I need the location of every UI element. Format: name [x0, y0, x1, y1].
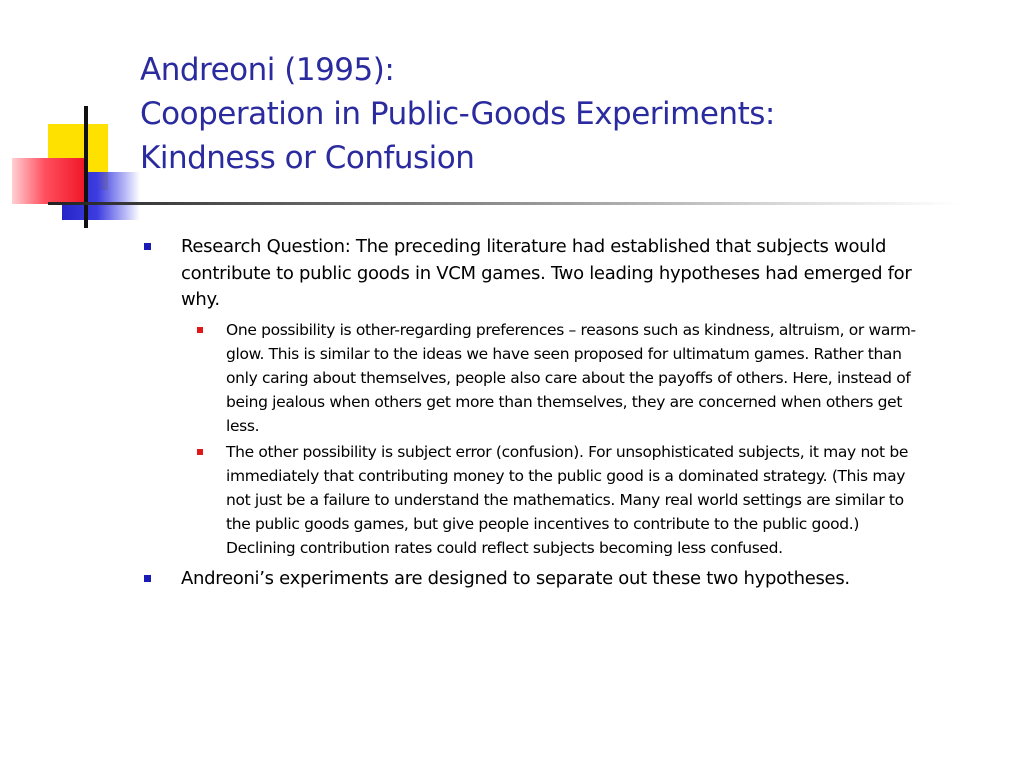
bullet-list — [142, 234, 932, 592]
title-divider-line — [48, 202, 960, 205]
sub-bullet-text: One possibility is other-regarding preferences – reasons such as kindness, altruism, or warm-glow. This is similar to the ideas we have seen proposed for ultimatum games. Rather than only caring about themselves, people also care about the payoffs of others. Here, instead of being jealous when others get more than themselves, they are concerned when others get less. — [226, 320, 916, 435]
bullet-andreoni-experiments — [142, 566, 932, 593]
slide-body — [142, 234, 932, 592]
title-line-3: Kindness or Confusion — [140, 140, 475, 176]
decor-red-square — [12, 158, 84, 204]
square-bullet-icon — [144, 243, 151, 250]
title-line-2: Cooperation in Public-Goods Experiments: — [140, 96, 775, 132]
title-line-1: Andreoni (1995): — [140, 52, 395, 88]
sub-bullet-other-regarding — [188, 318, 932, 438]
sub-bullet-confusion — [188, 440, 932, 560]
sub-bullet-list — [188, 318, 932, 560]
square-bullet-icon — [197, 449, 203, 455]
square-bullet-icon — [197, 327, 203, 333]
bullet-research-question — [142, 234, 932, 560]
decor-vertical-line — [84, 106, 88, 228]
sub-bullet-text: The other possibility is subject error (confusion). For unsophisticated subjects, it may not be immediately that contributing money to the public good is a dominated strategy. (This may not just be a failure to understand the mathematics. Many real world settings are similar to the public goods games, but give people incentives to contribute to the public good.) Declining contribution rates could reflect subjects becoming less confused. — [226, 442, 909, 557]
square-bullet-icon — [144, 575, 151, 582]
bullet-text: Research Question: The preceding literature had established that subjects would contribute to public goods in VCM games. Two leading hypotheses had emerged for why. — [181, 236, 912, 310]
slide-title — [140, 48, 1000, 180]
bullet-text: Andreoni’s experiments are designed to separate out these two hypotheses. — [181, 567, 850, 589]
